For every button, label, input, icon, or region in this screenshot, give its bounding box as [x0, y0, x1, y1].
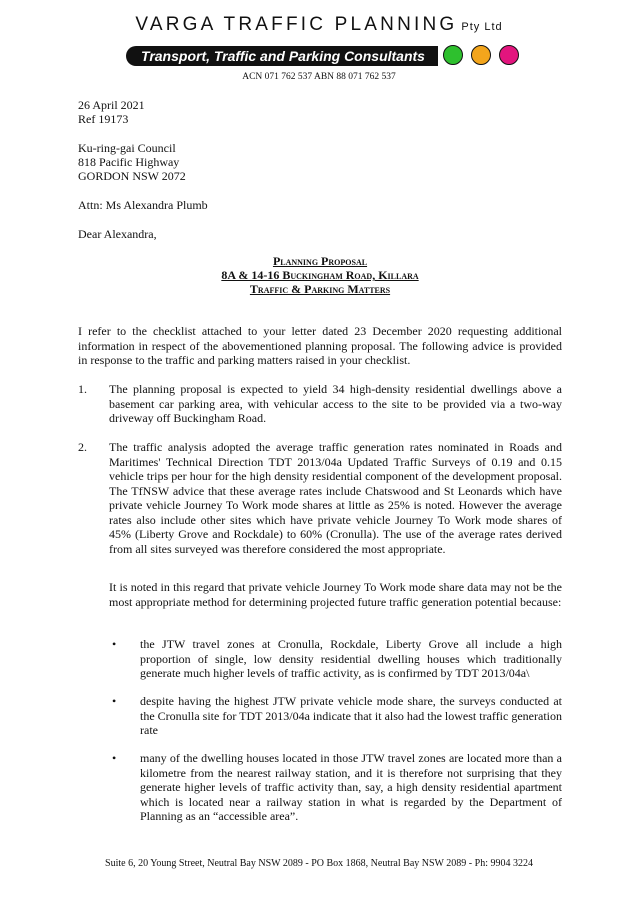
bullet-icon: • [112, 637, 117, 651]
company-suffix: Pty Ltd [461, 21, 503, 33]
company-name [0, 14, 638, 36]
letter-date: 26 April 2021 [78, 98, 145, 112]
address-line-1: Ku-ring-gai Council [78, 141, 176, 155]
subject-line-3: Traffic & Parking Matters [249, 282, 391, 296]
orange-dot-icon [471, 45, 491, 65]
magenta-dot-icon [499, 45, 519, 65]
footer-address: Suite 6, 20 Young Street, Neutral Bay NSW 2089 - PO Box 1868, Neutral Bay NSW 2089 - Ph: 9904 3224 [105, 858, 533, 869]
subject-line-2: 8A & 14-16 Buckingham Road, Killara [221, 268, 419, 282]
intro-paragraph: I refer to the checklist attached to your letter dated 23 December 2020 requesting additional information in respect of the abovementioned planning proposal. The following advice is provided in response to the traffic and parking matters raised in your checklist. [78, 324, 562, 367]
bullet-icon: • [112, 751, 117, 765]
note-paragraph: It is noted in this regard that private vehicle Journey To Work mode share data may not be the most appropriate method for determining projected future traffic generation potential because: [109, 580, 562, 609]
bullet-text: despite having the highest JTW private vehicle mode share, the surveys conducted at the Cronulla site for TDT 2013/04a indicate that it also had the lowest traffic generation rate [140, 694, 562, 737]
item-number: 1. [78, 382, 87, 396]
item-number: 2. [78, 440, 87, 454]
tagline: Transport, Traffic and Parking Consultants [141, 48, 425, 64]
bullet-text: the JTW travel zones at Cronulla, Rockdale, Liberty Grove all include a high proportion of single, low density residential dwelling houses which traditionally generate much higher levels of traffic activity, as is confirmed by TDT 2013/04a\ [140, 637, 562, 680]
item-text: The planning proposal is expected to yield 34 high-density residential dwellings above a basement car parking area, with vehicular access to the site to be provided via a two-way driveway off Buckingham Road. [109, 382, 562, 425]
registration-numbers: ACN 071 762 537 ABN 88 071 762 537 [242, 72, 396, 82]
item-text: The traffic analysis adopted the average traffic generation rates nominated in Roads and Maritimes' Technical Direction TDT 2013/04a Updated Traffic Surveys of 0.19 and 0.15 vehicle trips per hour for the high density residential component of the development proposal. The TfNSW advice that these average rates include Chatswood and St Leonards which have private vehicle Journey To Work mode shares at little as 25% is noted. However the average rates also include other sites which have private vehicle Journey To Work mode shares of 45% (Liberty Grove and Rockdale) to 60% (Cronulla). The use of the average rates derived from all sites surveyed was therefore considered the most appropriate. [109, 440, 562, 556]
subject-line-1: Planning Proposal [272, 254, 368, 268]
letter-ref: Ref 19173 [78, 112, 129, 126]
bullet-icon: • [112, 694, 117, 708]
attention-line: Attn: Ms Alexandra Plumb [78, 198, 208, 212]
bullet-text: many of the dwelling houses located in those JTW travel zones are located more than a kilometre from the nearest railway station, and it is therefore not surprising that they generate higher levels of traffic activity than, say, a high density residential apartment which is located near a railway station in what is regarded by the Department of Planning as an “accessible area”. [140, 751, 562, 823]
green-dot-icon [443, 45, 463, 65]
address-line-2: 818 Pacific Highway [78, 155, 180, 169]
salutation: Dear Alexandra, [78, 227, 157, 241]
company-name-text: VARGA TRAFFIC PLANNING [135, 14, 458, 35]
address-line-3: GORDON NSW 2072 [78, 169, 186, 183]
